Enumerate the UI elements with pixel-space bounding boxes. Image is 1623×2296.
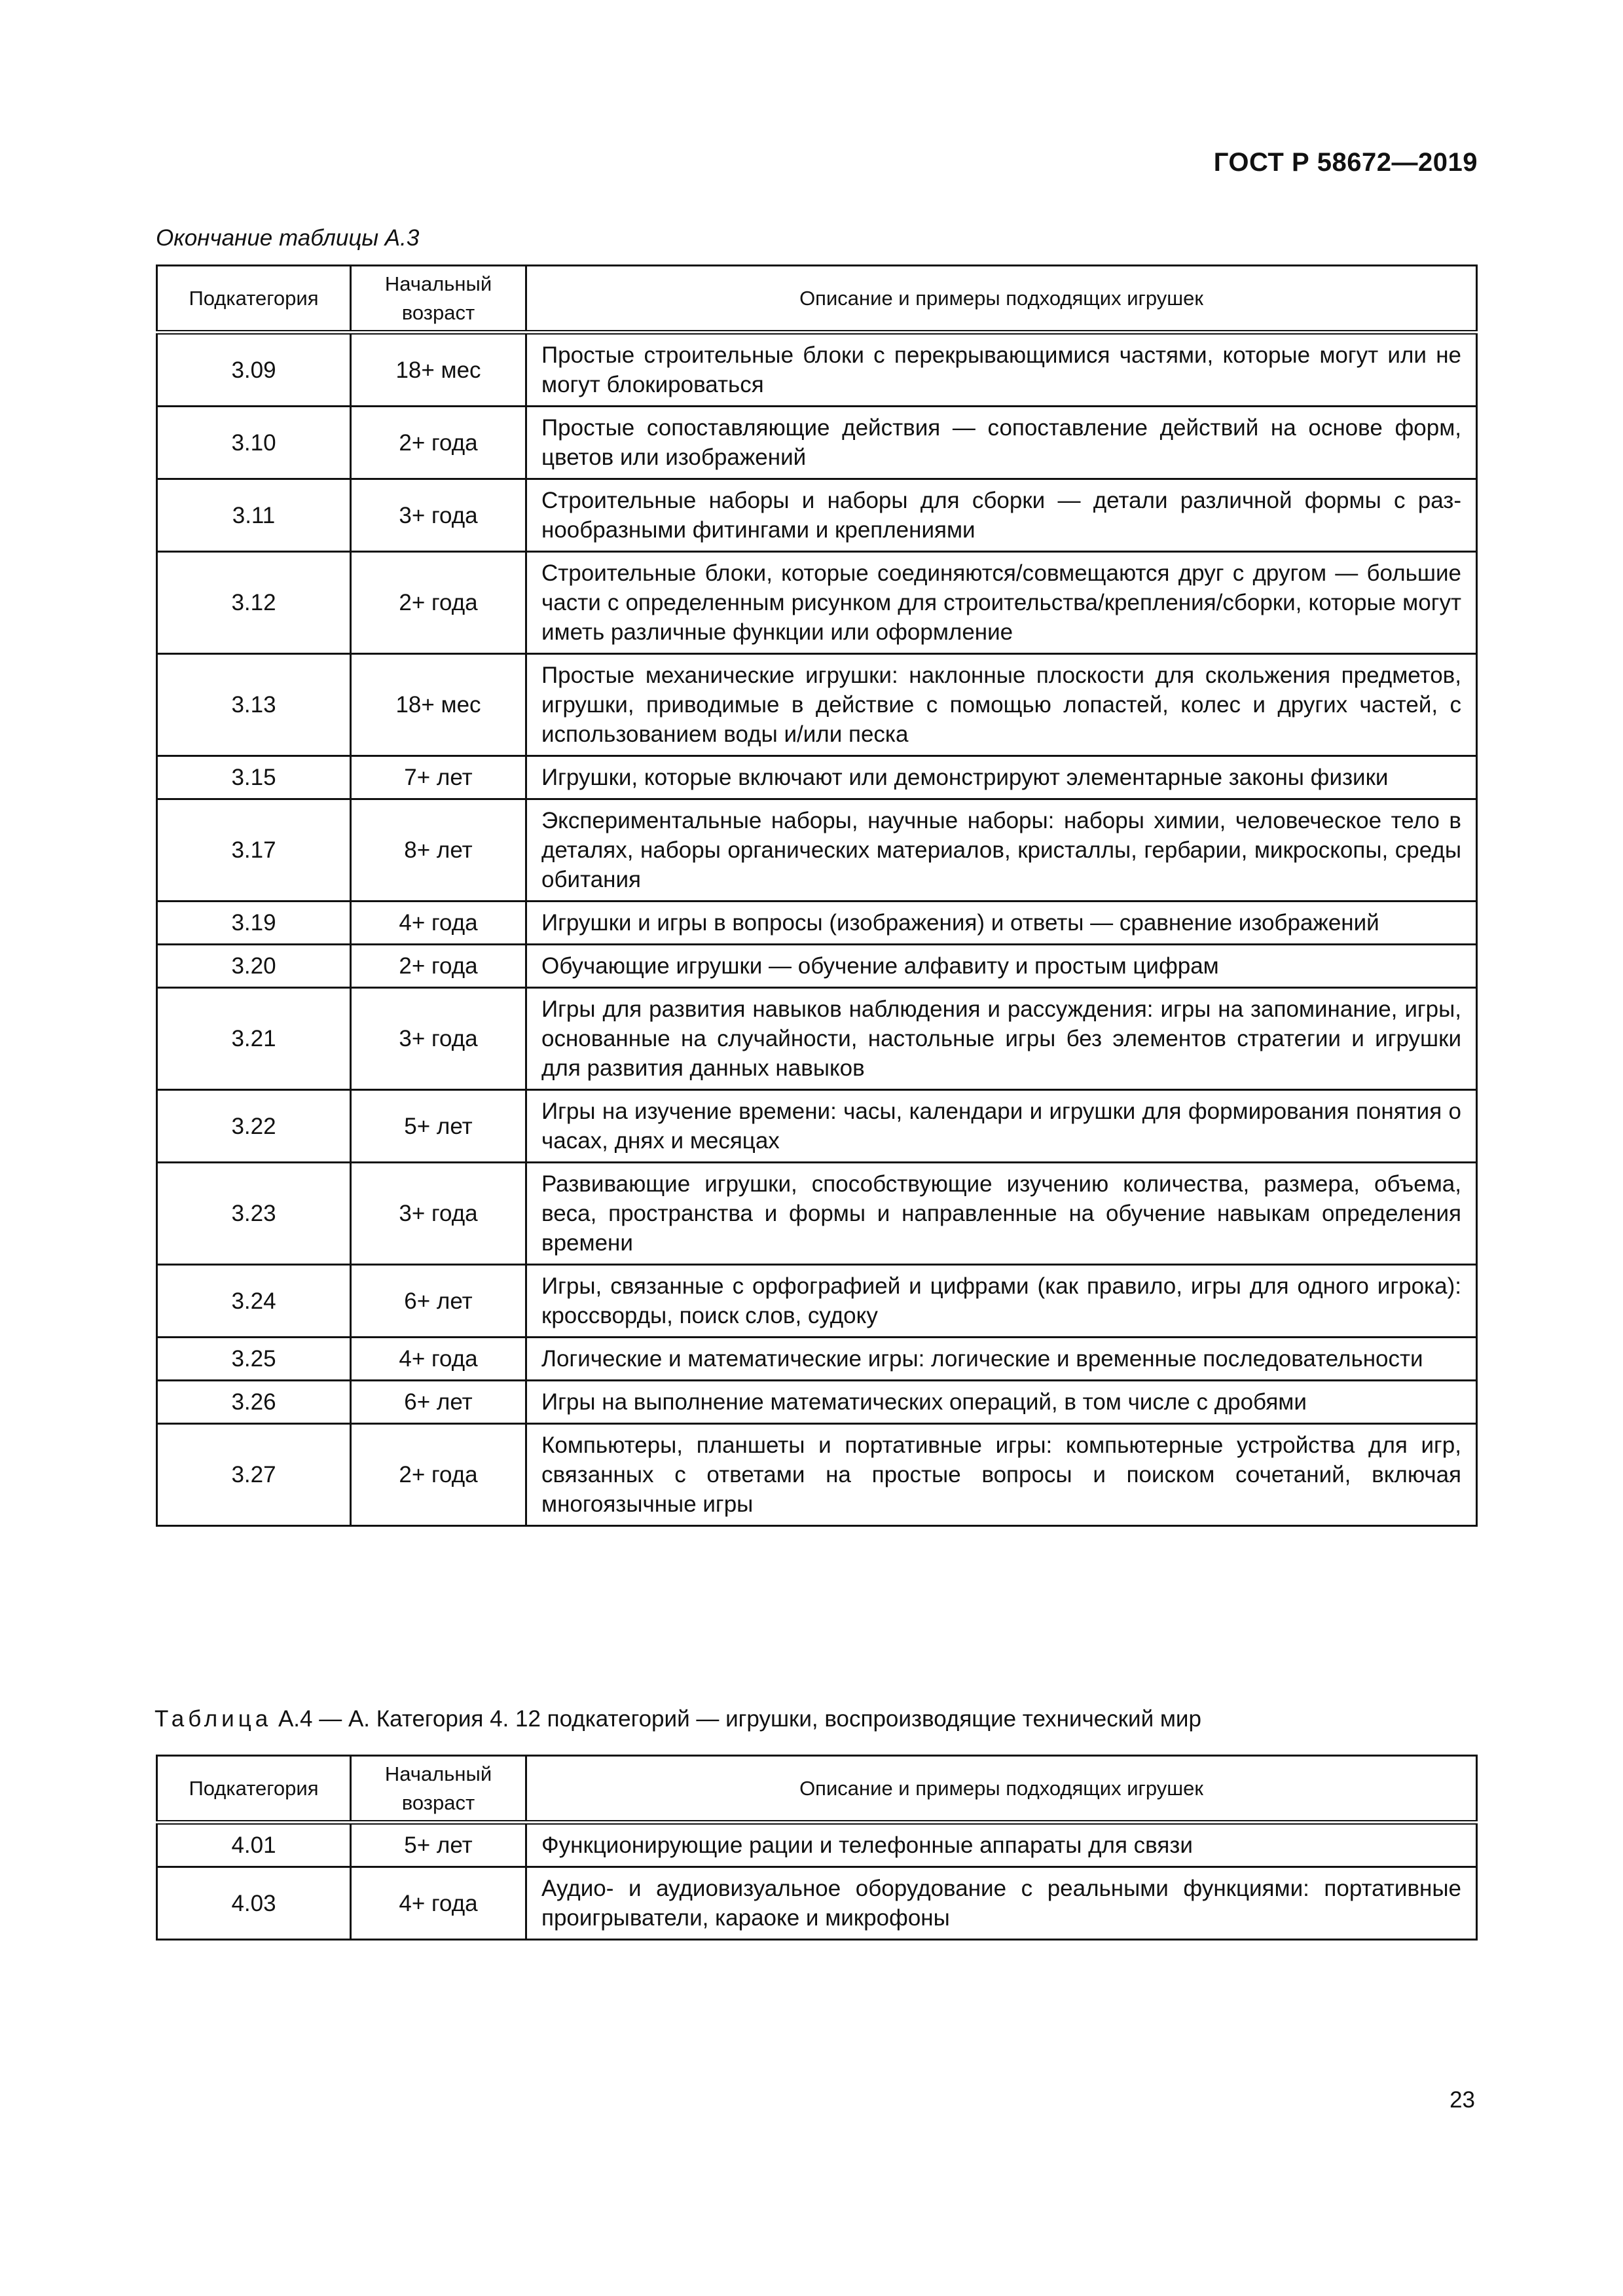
start-age: 6+ лет [351,1265,526,1338]
toy-description: Строительные блоки, которые соединяются/совмещаются друг с другом — большие части с определенным рисунком для строительства/крепления/сборки, которые могут иметь различные функции или оформление [526,552,1477,654]
toy-description: Игры на выполнение математических операций, в том числе с дробями [526,1381,1477,1424]
subcategory-code: 3.27 [157,1424,351,1526]
start-age: 3+ года [351,479,526,552]
toy-description: Игры для развития навыков наблюдения и рассуждения: игры на запоминание, игры, основанные на случайности, настольные игры без элементов стратегии и игрушки для развития данных навыков [526,988,1477,1090]
column-header-start-age: Начальный возраст [351,266,526,333]
table-row [157,333,1477,407]
subcategory-code: 4.03 [157,1867,351,1940]
table-row [157,1338,1477,1381]
table-row [157,1163,1477,1265]
start-age: 2+ года [351,407,526,479]
table-row [157,799,1477,902]
document-code: ГОСТ Р 58672—2019 [1213,148,1478,177]
column-header-subcategory: Подкатегория [157,1756,351,1823]
start-age: 18+ мес [351,654,526,756]
table-row [157,756,1477,799]
table-row [157,1381,1477,1424]
table-a3 [156,264,1478,1527]
subcategory-code: 3.26 [157,1381,351,1424]
subcategory-code: 3.09 [157,333,351,407]
toy-description: Простые сопоставляющие действия — сопоставление действий на основе форм, цветов или изображений [526,407,1477,479]
start-age: 6+ лет [351,1381,526,1424]
toy-description: Игры на изучение времени: часы, календари и игрушки для формирования понятия о часах, днях и месяцах [526,1090,1477,1163]
table-header-row [157,1756,1477,1823]
subcategory-code: 3.15 [157,756,351,799]
toy-description: Логические и математические игры: логические и временные последовательности [526,1338,1477,1381]
table-a4-caption-prefix: Таблица [155,1706,272,1732]
toy-description: Строительные наборы и наборы для сборки — детали различной формы с разнообразными фитингами и креплениями [526,479,1477,552]
toy-description: Простые механические игрушки: наклонные плоскости для скольжения предметов, игрушки, приводимые в действие с помощью лопастей, колес и других частей, с использованием воды и/или песка [526,654,1477,756]
toy-description: Функционирующие рации и телефонные аппараты для связи [526,1823,1477,1867]
page-number: 23 [1450,2087,1475,2113]
toy-description: Экспериментальные наборы, научные наборы: наборы химии, человеческое тело в деталях, наборы органических материалов, кристаллы, гербарии, микроскопы, среды обитания [526,799,1477,902]
toy-description: Обучающие игрушки — обучение алфавиту и простым цифрам [526,945,1477,988]
column-header-start-age: Начальный возраст [351,1756,526,1823]
table-a4-caption-title: А.4 — А. Категория 4. 12 подкатегорий — игрушки, воспроизводящие технический мир [272,1706,1201,1732]
subcategory-code: 3.19 [157,902,351,945]
start-age: 8+ лет [351,799,526,902]
start-age: 18+ мес [351,333,526,407]
table-row [157,1823,1477,1867]
toy-description: Аудио- и аудиовизуальное оборудование с реальными функциями: портативные проигрыватели, караоке и микрофоны [526,1867,1477,1940]
subcategory-code: 3.21 [157,988,351,1090]
subcategory-code: 3.11 [157,479,351,552]
start-age: 4+ года [351,1867,526,1940]
column-header-description: Описание и примеры подходящих игрушек [526,266,1477,333]
table-row [157,552,1477,654]
start-age: 2+ года [351,552,526,654]
subcategory-code: 3.20 [157,945,351,988]
table-row [157,1424,1477,1526]
table-row [157,654,1477,756]
subcategory-code: 3.13 [157,654,351,756]
table-row [157,479,1477,552]
subcategory-code: 3.22 [157,1090,351,1163]
table-header-row [157,266,1477,333]
table-a4-caption [155,1706,1201,1732]
toy-description: Игрушки и игры в вопросы (изображения) и ответы — сравнение изображений [526,902,1477,945]
start-age: 3+ года [351,988,526,1090]
table-row [157,945,1477,988]
start-age: 5+ лет [351,1823,526,1867]
toy-description: Компьютеры, планшеты и портативные игры: компьютерные устройства для игр, связанных с ответами на простые вопросы и поиском сочетаний, включая многоязычные игры [526,1424,1477,1526]
start-age: 2+ года [351,1424,526,1526]
subcategory-code: 3.12 [157,552,351,654]
table-row [157,407,1477,479]
subcategory-code: 3.10 [157,407,351,479]
subcategory-code: 3.17 [157,799,351,902]
subcategory-code: 4.01 [157,1823,351,1867]
start-age: 4+ года [351,902,526,945]
table-a3-caption: Окончание таблицы А.3 [156,225,420,251]
table-row [157,988,1477,1090]
subcategory-code: 3.25 [157,1338,351,1381]
table-row [157,1867,1477,1940]
table-row [157,1090,1477,1163]
start-age: 5+ лет [351,1090,526,1163]
table-row [157,902,1477,945]
toy-description: Игрушки, которые включают или демонстрируют элементарные законы физики [526,756,1477,799]
toy-description: Простые строительные блоки с перекрывающимися частями, которые могут или не могут блокироваться [526,333,1477,407]
toy-description: Игры, связанные с орфографией и цифрами (как правило, игры для одного игрока): кроссворды, поиск слов, судоку [526,1265,1477,1338]
column-header-subcategory: Подкатегория [157,266,351,333]
column-header-description: Описание и примеры подходящих игрушек [526,1756,1477,1823]
start-age: 7+ лет [351,756,526,799]
start-age: 2+ года [351,945,526,988]
toy-description: Развивающие игрушки, способствующие изучению количества, размера, объема, веса, пространства и формы и направленные на обучение навыкам определения времени [526,1163,1477,1265]
table-row [157,1265,1477,1338]
table-a4 [156,1755,1478,1941]
start-age: 3+ года [351,1163,526,1265]
subcategory-code: 3.23 [157,1163,351,1265]
subcategory-code: 3.24 [157,1265,351,1338]
start-age: 4+ года [351,1338,526,1381]
